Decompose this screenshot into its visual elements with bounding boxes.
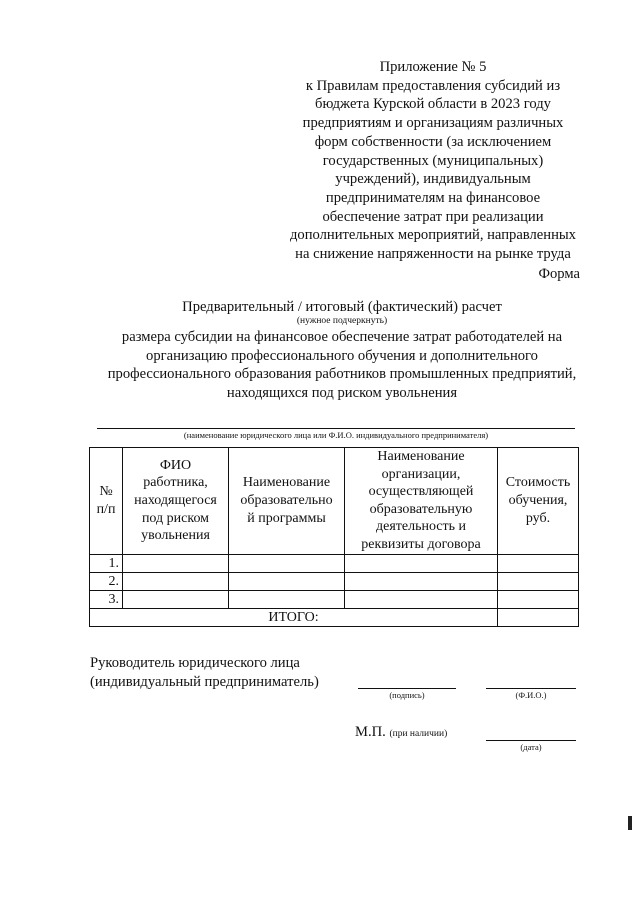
appendix-line: дополнительных мероприятий, направленных: [290, 227, 576, 244]
scan-mark: [628, 816, 632, 830]
appendix-header: [268, 58, 598, 264]
header-organization: Наименование организации, осуществляющей образовательную деятельность и реквизиты договора: [345, 448, 498, 555]
table-row: [90, 590, 579, 608]
stamp-note: (при наличии): [389, 729, 448, 739]
appendix-line: предпринимателям на финансовое: [325, 189, 541, 206]
head-signature-label: Руководитель юридического лица (индивидуальный предприниматель): [90, 655, 319, 690]
appendix-line: на снижение напряженности на рынке труда: [295, 246, 571, 263]
form-label: Форма: [538, 266, 580, 282]
header-program: Наименование образовательно й программы: [229, 448, 345, 555]
row-number: 3.: [90, 590, 123, 608]
table-row: [90, 572, 579, 590]
appendix-line: форм собственности (за исключением: [314, 133, 552, 150]
total-label: ИТОГО:: [90, 608, 498, 626]
cell-cost[interactable]: [498, 572, 579, 590]
appendix-line: предприятиям и организациям различных: [302, 115, 564, 132]
appendix-line: к Правилам предоставления субсидий из: [305, 77, 561, 94]
title-line: организацию профессионального обучения и дополнительного: [146, 347, 538, 364]
org-name-field[interactable]: [97, 428, 575, 429]
title-line: Предварительный / итоговый (фактический) расчет: [182, 299, 502, 315]
title-line: профессионального образования работников промышленных предприятий,: [107, 366, 577, 383]
cell-organization[interactable]: [345, 554, 498, 572]
cell-organization[interactable]: [345, 572, 498, 590]
cell-total-cost[interactable]: [498, 608, 579, 626]
row-number: 1.: [90, 554, 123, 572]
appendix-line: бюджета Курской области в 2023 году: [315, 96, 551, 113]
full-name-caption: (Ф.И.О.): [515, 690, 547, 700]
header-cost: Стоимость обучения, руб.: [498, 448, 579, 555]
appendix-line: государственных (муниципальных): [322, 152, 544, 169]
cell-employee[interactable]: [123, 590, 229, 608]
signature-caption: (подпись): [389, 690, 425, 700]
stamp-place: [355, 724, 447, 741]
header-number: № п/п: [90, 448, 123, 555]
cell-program[interactable]: [229, 572, 345, 590]
signature-field[interactable]: [358, 688, 456, 689]
cell-organization[interactable]: [345, 590, 498, 608]
cell-program[interactable]: [229, 554, 345, 572]
table-header-row: [90, 448, 579, 555]
cell-employee[interactable]: [123, 554, 229, 572]
full-name-field[interactable]: [486, 688, 576, 689]
appendix-line: обеспечение затрат при реализации: [322, 208, 544, 225]
cell-cost[interactable]: [498, 554, 579, 572]
date-field[interactable]: [486, 740, 576, 741]
header-employee-name: ФИО работника, находящегося под риском увольнения: [123, 448, 229, 555]
cell-cost[interactable]: [498, 590, 579, 608]
date-caption: (дата): [520, 742, 542, 752]
calculation-table: [89, 447, 579, 627]
cell-employee[interactable]: [123, 572, 229, 590]
title-note: (нужное подчеркнуть): [296, 316, 388, 327]
table-total-row: [90, 608, 579, 626]
appendix-line: Приложение № 5: [379, 59, 487, 75]
org-caption: (наименование юридического лица или Ф.И.О. индивидуального предпринимателя): [183, 430, 489, 440]
table-row: [90, 554, 579, 572]
stamp-label: М.П.: [355, 724, 386, 740]
title-line: размера субсидии на финансовое обеспечение затрат работодателей на: [121, 329, 563, 346]
title-line: находящихся под риском увольнения: [226, 384, 458, 401]
row-number: 2.: [90, 572, 123, 590]
appendix-line: учреждений), индивидуальным: [335, 171, 531, 188]
document-title: [82, 298, 602, 402]
cell-program[interactable]: [229, 590, 345, 608]
